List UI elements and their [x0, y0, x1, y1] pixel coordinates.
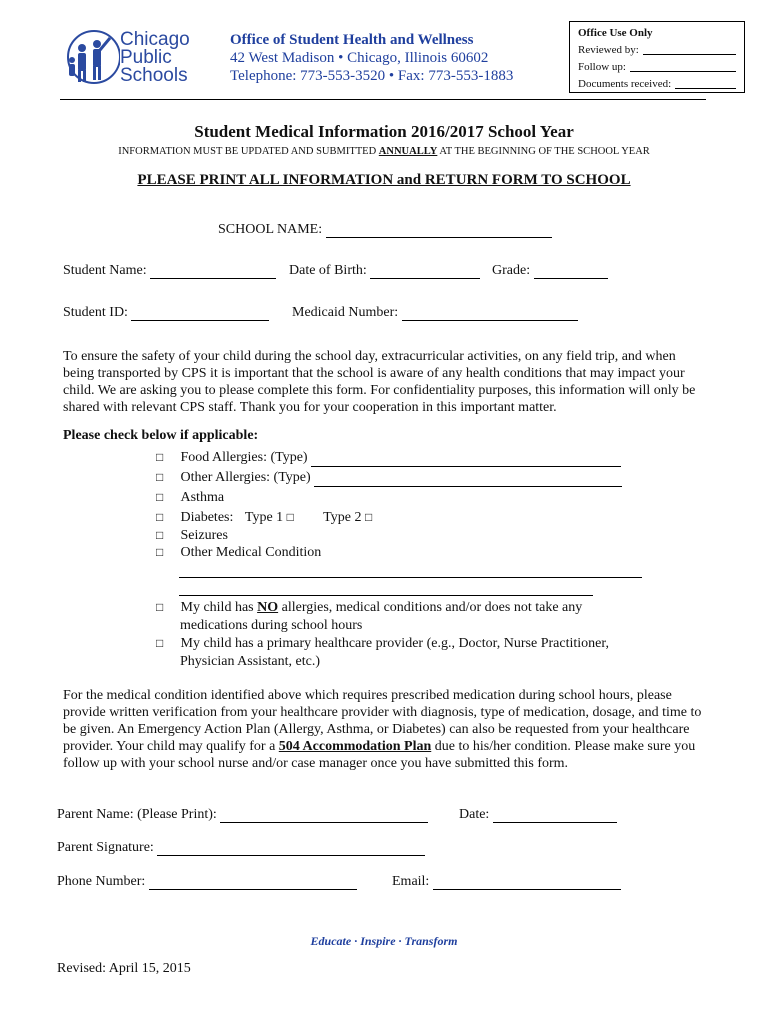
- seizures-label: Seizures: [180, 528, 228, 543]
- office-use-box: [569, 21, 745, 93]
- form-title: Student Medical Information 2016/2017 School Year: [194, 122, 574, 141]
- parent-signature-row: [57, 840, 425, 856]
- reviewed-by-field[interactable]: [643, 42, 736, 55]
- diabetes-row: [156, 508, 376, 527]
- office-block: [230, 31, 513, 85]
- grade-label: Grade:: [492, 263, 531, 278]
- diabetes-label: Diabetes:: [180, 510, 234, 525]
- student-name-row: [63, 263, 276, 279]
- logo-line-1: Chicago: [120, 29, 190, 50]
- other-allergies-row: [156, 468, 622, 487]
- food-allergies-checkbox[interactable]: □: [156, 450, 164, 464]
- email-row: [392, 874, 621, 890]
- email-field[interactable]: [433, 877, 621, 890]
- grade-field[interactable]: [534, 266, 608, 279]
- food-allergies-label: Food Allergies: (Type): [180, 450, 308, 465]
- intro-paragraph: To ensure the safety of your child during the school day, extracurricular activities, on any field trip, and when being transported by CPS it is important that the school is aware of any health conditions that may impact your child. We are asking you to please complete this form. For confidentiality purposes, this information will only be shared with relevant CPS staff. Thank you for your cooperation in this important matter.: [63, 349, 696, 415]
- follow-up-field[interactable]: [630, 59, 736, 72]
- revised-date: Revised: April 15, 2015: [57, 961, 191, 976]
- reviewed-by-label: Reviewed by:: [578, 44, 639, 56]
- school-name-row: [218, 222, 552, 238]
- type1-checkbox[interactable]: □: [286, 510, 294, 524]
- phone-label: Phone Number:: [57, 874, 146, 889]
- seizures-checkbox[interactable]: □: [156, 528, 164, 542]
- check-heading: Please check below if applicable:: [63, 428, 259, 443]
- cps-logo-icon: [64, 26, 120, 86]
- dob-row: [289, 263, 480, 279]
- annually-emphasis: ANNUALLY: [378, 146, 438, 157]
- school-name-label: SCHOOL NAME:: [218, 222, 323, 237]
- other-condition-row: [156, 543, 321, 562]
- student-id-row: [63, 305, 269, 321]
- parent-name-label: Parent Name: (Please Print):: [57, 807, 217, 822]
- dob-field[interactable]: [370, 266, 480, 279]
- provider-checkbox[interactable]: □: [156, 636, 164, 650]
- print-notice: PLEASE PRINT ALL INFORMATION and RETURN FORM TO SCHOOL: [137, 172, 631, 188]
- other-allergies-field[interactable]: [314, 474, 622, 487]
- form-subtitle: INFORMATION MUST BE UPDATED AND SUBMITTED ANNUALLY AT THE BEGINNING OF THE SCHOOL YEAR: [118, 146, 650, 157]
- date-field[interactable]: [493, 810, 617, 823]
- follow-up-label: Follow up:: [578, 61, 626, 73]
- school-name-field[interactable]: [326, 225, 552, 238]
- provider-row: □ My child has a primary healthcare provider (e.g., Doctor, Nurse Practitioner, Physician Assistant, etc.): [156, 636, 609, 669]
- no-conditions-row: □ My child has NO allergies, medical conditions and/or does not take any medications during school hours: [156, 600, 583, 633]
- parent-signature-label: Parent Signature:: [57, 840, 154, 855]
- office-use-heading: Office Use Only: [578, 27, 653, 39]
- student-name-label: Student Name:: [63, 263, 147, 278]
- documents-received-label: Documents received:: [578, 78, 672, 90]
- dob-label: Date of Birth:: [289, 263, 367, 278]
- other-condition-line-1[interactable]: [179, 577, 642, 578]
- student-id-field[interactable]: [131, 308, 269, 321]
- phone-row: [57, 874, 357, 890]
- parent-name-row: [57, 807, 428, 823]
- date-label: Date:: [459, 807, 490, 822]
- type1-label: Type 1: [244, 510, 284, 525]
- type2-label: Type 2: [323, 510, 362, 525]
- other-condition-checkbox[interactable]: □: [156, 545, 164, 559]
- accommodation-plan-emphasis: 504 Accommodation Plan: [278, 739, 432, 754]
- logo-wordmark: [120, 31, 190, 85]
- office-phone: Telephone: 773-553-3520 • Fax: 773-553-1883: [230, 68, 514, 84]
- motto: Educate · Inspire · Transform: [310, 934, 458, 948]
- logo-line-2: Public: [120, 47, 172, 68]
- other-condition-label: Other Medical Condition: [180, 545, 322, 560]
- header-divider: [60, 99, 706, 100]
- medicaid-label: Medicaid Number:: [292, 305, 399, 320]
- provider-line2: Physician Assistant, etc.): [180, 654, 320, 669]
- documents-received-field[interactable]: [675, 76, 736, 89]
- cps-logo: [64, 26, 120, 86]
- medication-paragraph: For the medical condition identified above which requires prescribed medication during school hours, please provide written verification from your healthcare provider with diagnosis, type of medication, dosage, and time to be given. An Emergency Action Plan (Allergy, Asthma, or Diabetes) can also be requested from your healthcare provider. Your child may qualify for a 504 Accommodation Plan due to his/her condition. Please make sure you follow up with your school nurse and/or case manager once you have submitted this form.: [63, 688, 702, 771]
- food-allergies-field[interactable]: [311, 454, 621, 467]
- diabetes-checkbox[interactable]: □: [156, 510, 164, 524]
- office-title: Office of Student Health and Wellness: [230, 32, 474, 48]
- medicaid-field[interactable]: [402, 308, 578, 321]
- logo-line-3: Schools: [120, 65, 188, 86]
- asthma-checkbox[interactable]: □: [156, 490, 164, 504]
- food-allergies-row: [156, 448, 621, 467]
- date-row: [459, 807, 617, 823]
- other-allergies-label: Other Allergies: (Type): [180, 470, 311, 485]
- grade-row: [492, 263, 608, 279]
- student-id-label: Student ID:: [63, 305, 128, 320]
- student-name-field[interactable]: [150, 266, 276, 279]
- type2-checkbox[interactable]: □: [364, 510, 373, 524]
- phone-field[interactable]: [149, 877, 357, 890]
- no-conditions-checkbox[interactable]: □: [156, 600, 164, 614]
- no-conditions-line2: medications during school hours: [180, 618, 363, 633]
- other-allergies-checkbox[interactable]: □: [156, 470, 164, 484]
- email-label: Email:: [392, 874, 430, 889]
- office-address: 42 West Madison • Chicago, Illinois 60602: [230, 50, 489, 66]
- asthma-label: Asthma: [180, 490, 225, 505]
- parent-name-field[interactable]: [220, 810, 428, 823]
- asthma-row: [156, 488, 224, 507]
- medicaid-row: [292, 305, 578, 321]
- no-emphasis: NO: [257, 600, 279, 615]
- other-condition-line-2[interactable]: [179, 595, 593, 596]
- parent-signature-field[interactable]: [157, 843, 425, 856]
